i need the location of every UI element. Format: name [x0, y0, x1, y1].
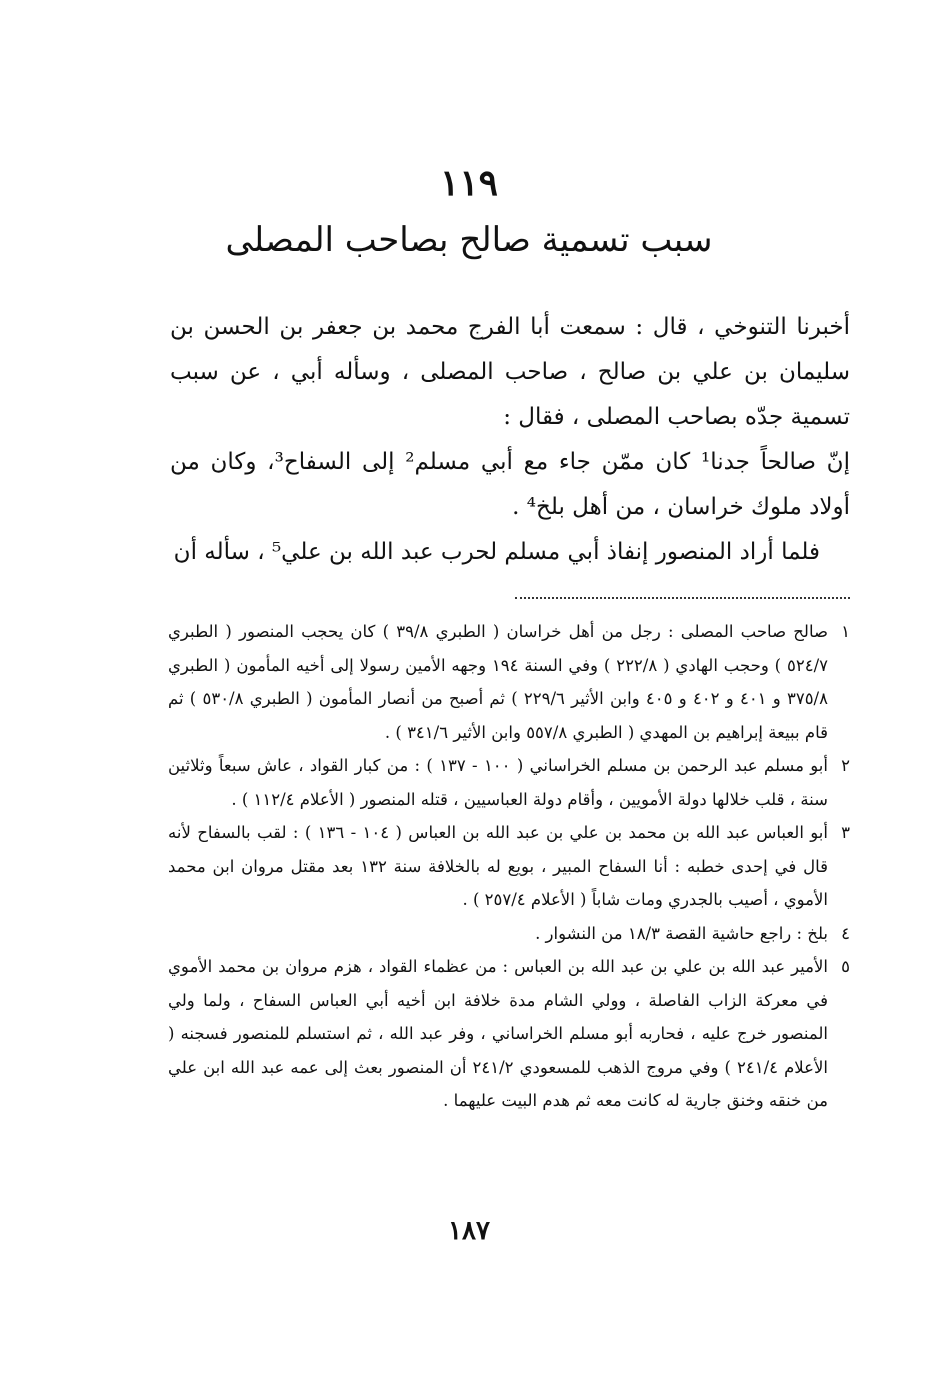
story-title: سبب تسمية صالح بصاحب المصلى: [225, 220, 713, 260]
footnote-text: أبو العباس عبد الله بن محمد بن علي بن عبد الله بن العباس ( ١٠٤ - ١٣٦ ) : لقب بالسفاح لأنه قال في إحدى خطبه : أنا السفاح المبير ، بويع له بالخلافة سنة ١٣٢ بعد مقتل مروان ابن محمد الأموي ، أصيب بالجدري ومات شاباً ( الأعلام ٢٥٧/٤ ) .: [168, 823, 828, 909]
story-number: ١١٩: [439, 162, 498, 204]
footnote: [168, 615, 850, 749]
footnote-text: الأمير عبد الله بن علي بن عبد الله بن العباس : من عظماء القواد ، هزم مروان بن محمد الأموي في معركة الزاب الفاصلة ، وولي الشام مدة خلافة ابن أخيه أبي العباس السفاح ، ولما ولي المنصور خرج عليه ، فحاربه أبو مسلم الخراساني ، وفر عبد الله ، ثم استسلم للمنصور فسجنه ( الأعلام ٢٤١/٤ ) وفي مروج الذهب للمسعودي ٢٤١/٢ أن المنصور بعث إلى عمه عبد الله ابن علي من خنقه وخنق جارية له كانت معه ثم هدم البيت عليهما .: [168, 957, 828, 1110]
footnote-number: ٤: [841, 923, 850, 943]
page-number: ١٨٧: [448, 1216, 490, 1246]
footnotes: [168, 615, 850, 1118]
footnote: [168, 816, 850, 917]
main-paragraph: إنّ صالحاً جدنا¹ كان ممّن جاء مع أبي مسلم² إلى السفاح³، وكان من أولاد ملوك خراسان ، من أهل بلخ⁴ .: [170, 449, 850, 520]
main-text: [170, 305, 850, 575]
main-paragraph: أخبرنا التنوخي ، قال : سمعت أبا الفرج محمد بن جعفر بن الحسن بن سليمان بن علي بن صالح ، صاحب المصلى ، وسأله أبي ، عن سبب تسمية جدّه بصاحب المصلى ، فقال :: [170, 314, 850, 430]
footnote: [168, 950, 850, 1118]
footnote-text: صالح صاحب المصلى : رجل من أهل خراسان ( الطبري ٣٩/٨ ) كان يحجب المنصور ( الطبري ٥٢٤/٧ ) وحجب الهادي ( ٢٢٢/٨ ) وفي السنة ١٩٤ وجهه الأمين رسولا إلى أخيه المأمون ( الطبري ٣٧٥/٨ و ٤٠١ و ٤٠٢ و ٤٠٥ وابن الأثير ٢٢٩/٦ ) ثم أصبح من أنصار المأمون ( الطبري ٥٣٠/٨ ) ثم قام ببيعة إبراهيم بن المهدي ( الطبري ٥٥٧/٨ وابن الأثير ٣٤١/٦ ) .: [168, 622, 828, 742]
footnote: [168, 917, 850, 951]
footnote-divider: [515, 597, 850, 599]
footnote: [168, 749, 850, 816]
footnote-number: ٥: [841, 957, 850, 976]
footnote-text: بلخ : راجع حاشية القصة ١٨/٣ من النشوار .: [535, 923, 828, 943]
footnote-number: ١: [841, 622, 850, 641]
main-paragraph: فلما أراد المنصور إنفاذ أبي مسلم لحرب عبد الله بن علي⁵ ، سأله أن: [173, 539, 820, 565]
footnote-number: ٣: [841, 823, 850, 842]
footnote-number: ٢: [841, 756, 850, 775]
footnote-text: أبو مسلم عبد الرحمن بن مسلم الخراساني ( ١٠٠ - ١٣٧ ) : من كبار القواد ، عاش سبعاً وثلاثين سنة ، قلب خلالها دولة الأمويين ، وأقام دولة العباسيين ، قتله المنصور ( الأعلام ١١٢/٤ ) .: [168, 756, 828, 809]
